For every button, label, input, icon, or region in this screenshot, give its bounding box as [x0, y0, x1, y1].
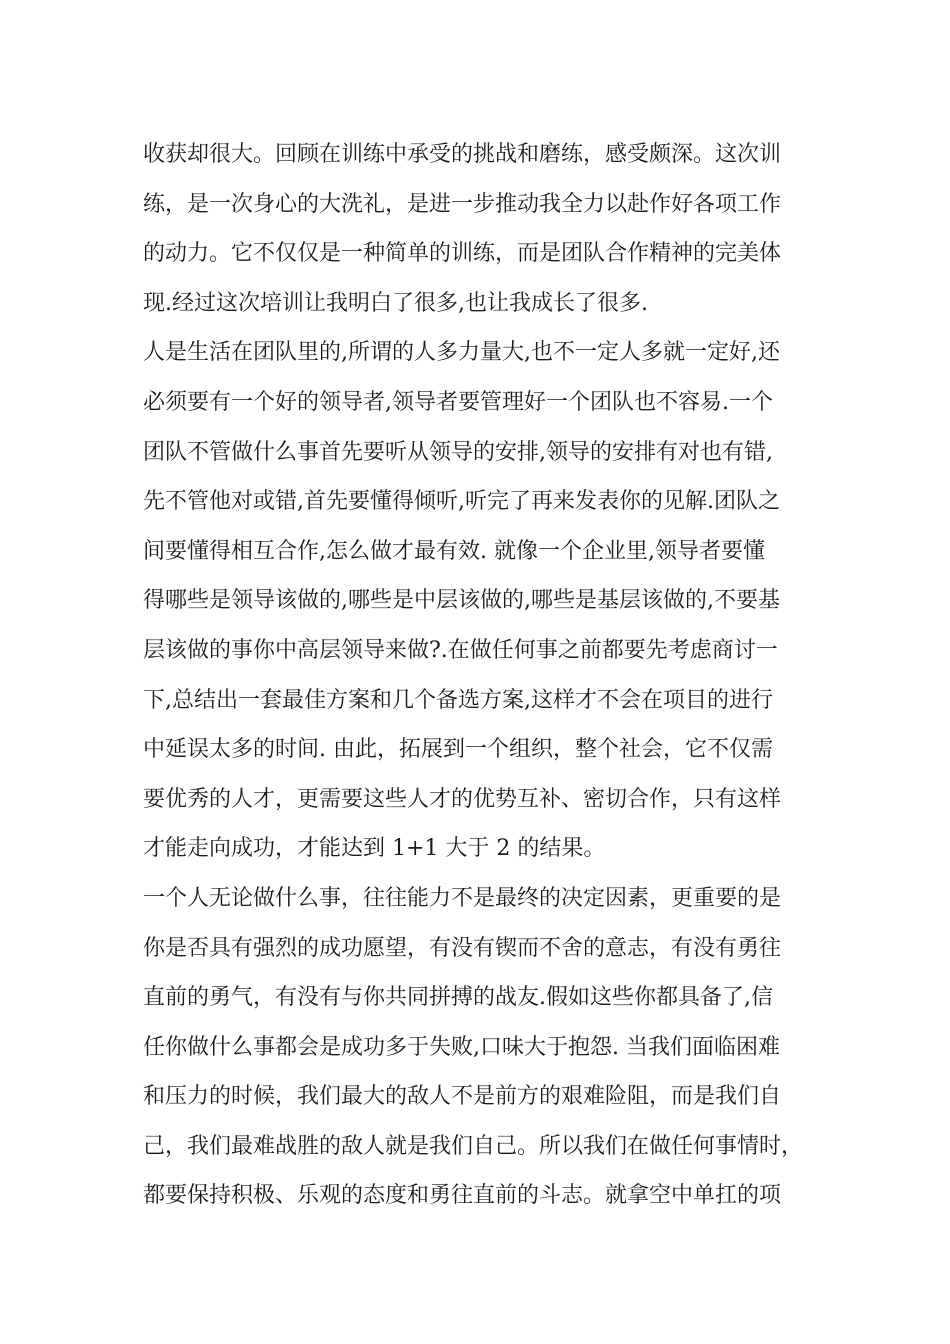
- text-line: 得哪些是领导该做的,哪些是中层该做的,哪些是基层该做的,不要基: [143, 588, 780, 614]
- text-line: 练，是一次身心的大洗礼，是进一步推动我全力以赴作好各项工作: [143, 191, 782, 217]
- text-line: 层该做的事你中高层领导来做?.在做任何事之前都要先考虑商讨一: [143, 637, 778, 663]
- text-line: 人是生活在团队里的,所谓的人多力量大,也不一定人多就一定好,还: [143, 340, 780, 366]
- text-line: 下,总结出一套最佳方案和几个备选方案,这样才不会在项目的进行: [143, 687, 773, 713]
- text-line: 己，我们最难战胜的敌人就是我们自己。所以我们在做任何事情时，: [143, 1133, 804, 1159]
- text-line: 现.经过这次培训让我明白了很多,也让我成长了很多.: [143, 290, 648, 316]
- body-text: [143, 130, 843, 1221]
- text-line: 的动力。它不仅仅是一种简单的训练，而是团队合作精神的完美体: [143, 241, 782, 267]
- text-line: 都要保持积极、乐观的态度和勇往直前的斗志。就拿空中单扛的项: [143, 1183, 782, 1209]
- text-line: 你是否具有强烈的成功愿望，有没有锲而不舍的意志，有没有勇往: [143, 935, 782, 961]
- text-line: 团队不管做什么事首先要听从领导的安排,领导的安排有对也有错,: [143, 439, 773, 465]
- text-line: 必须要有一个好的领导者,领导者要管理好一个团队也不容易.一个: [143, 389, 773, 415]
- text-line: 先不管他对或错,首先要懂得倾听,听完了再来发表你的见解.团队之: [143, 489, 780, 515]
- text-line: 一个人无论做什么事，往往能力不是最终的决定因素，更重要的是: [143, 885, 782, 911]
- text-line: 才能走向成功，才能达到 1+1 大于 2 的结果。: [143, 836, 606, 862]
- text-line: 收获却很大。回顾在训练中承受的挑战和磨练，感受颇深。这次训: [143, 142, 782, 167]
- text-line: 要优秀的人才，更需要这些人才的优势互补、密切合作，只有这样: [143, 786, 782, 812]
- text-line: 和压力的时候，我们最大的敌人不是前方的艰难险阻，而是我们自: [143, 1084, 782, 1110]
- text-line: 间要懂得相互合作,怎么做才最有效. 就像一个企业里,领导者要懂: [143, 538, 765, 564]
- text-line: 任你做什么事都会是成功多于失败,口味大于抱怨. 当我们面临困难: [143, 1034, 780, 1060]
- text-line: 中延误太多的时间. 由此，拓展到一个组织，整个社会，它不仅需: [143, 737, 773, 763]
- text-line: 直前的勇气，有没有与你共同拼搏的战友.假如这些你都具备了,信: [143, 985, 773, 1011]
